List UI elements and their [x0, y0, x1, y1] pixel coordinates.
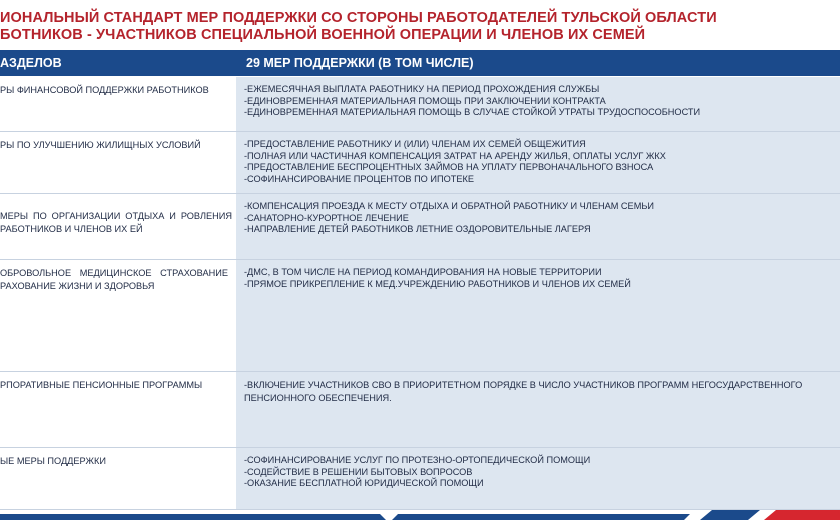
header-measures: 29 МЕР ПОДДЕРЖКИ (В ТОМ ЧИСЛЕ): [246, 56, 474, 70]
measures-list: [244, 201, 838, 236]
list-item: -ПРЕДОСТАВЛЕНИЕ БЕСПРОЦЕНТНЫХ ЗАЙМОВ НА УПЛАТУ ПЕРВОНАЧАЛЬНОГО ВЗНОСА: [244, 162, 654, 173]
measures-cell: [236, 260, 840, 372]
list-item: -КОМПЕНСАЦИЯ ПРОЕЗДА К МЕСТУ ОТДЫХА И ОБРАТНОЙ РАБОТНИКУ И ЧЛЕНАМ СЕМЬИ: [244, 201, 654, 211]
measures-list: [244, 84, 838, 119]
list-item: -СОДЕЙСТВИЕ В РЕШЕНИИ БЫТОВЫХ ВОПРОСОВ: [244, 466, 473, 477]
section-label: МЕРЫ ПО ОРГАНИЗАЦИИ ОТДЫХА И РОВЛЕНИЯ РАБОТНИКОВ И ЧЛЕНОВ ИХ ЕЙ: [0, 211, 232, 234]
section-cell: [0, 194, 236, 260]
list-item: -ОКАЗАНИЕ БЕСПЛАТНОЙ ЮРИДИЧЕСКОЙ ПОМОЩИ: [244, 478, 484, 489]
list-item: -ДМС, В ТОМ ЧИСЛЕ НА ПЕРИОД КОМАНДИРОВАНИЯ НА НОВЫЕ ТЕРРИТОРИИ: [244, 267, 602, 277]
list-item: -САНАТОРНО-КУРОРТНОЕ ЛЕЧЕНИЕ: [244, 212, 409, 223]
measures-cell: [236, 194, 840, 260]
stripe-red: [764, 510, 840, 520]
table-row: [0, 372, 840, 448]
title-line-1: ИОНАЛЬНЫЙ СТАНДАРТ МЕР ПОДДЕРЖКИ СО СТОРОНЫ РАБОТОДАТЕЛЕЙ ТУЛЬСКОЙ ОБЛАСТИ: [0, 10, 717, 26]
list-item: -ПРЕДОСТАВЛЕНИЕ РАБОТНИКУ И (ИЛИ) ЧЛЕНАМ ИХ СЕМЕЙ ОБЩЕЖИТИЯ: [244, 139, 586, 149]
measures-cell: [236, 77, 840, 132]
page-title: [0, 10, 840, 44]
section-cell: [0, 77, 236, 132]
measures-list: [244, 455, 838, 490]
measures-cell: [236, 372, 840, 448]
title-line-2: БОТНИКОВ - УЧАСТНИКОВ СПЕЦИАЛЬНОЙ ВОЕННОЙ ОПЕРАЦИИ И ЧЛЕНОВ ИХ СЕМЕЙ: [0, 27, 646, 43]
list-item: -ВКЛЮЧЕНИЕ УЧАСТНИКОВ СВО В ПРИОРИТЕТНОМ ПОРЯДКЕ В ЧИСЛО УЧАСТНИКОВ ПРОГРАММ НЕГОСУДАРСТВЕННОГО ПЕНСИОННОГО ОБЕСПЕЧЕНИЯ.: [244, 380, 803, 403]
measures-list: [244, 267, 838, 290]
header-sections: АЗДЕЛОВ: [0, 56, 62, 70]
list-item: -СОФИНАНСИРОВАНИЕ ПРОЦЕНТОВ ПО ИПОТЕКЕ: [244, 174, 474, 185]
measures-cell: [236, 132, 840, 194]
section-cell: [0, 372, 236, 448]
section-cell: [0, 448, 236, 510]
table-row: [0, 448, 840, 510]
section-label: РПОРАТИВНЫЕ ПЕНСИОННЫЕ ПРОГРАММЫ: [0, 380, 203, 390]
section-cell: [0, 132, 236, 194]
measures-cell: [236, 448, 840, 510]
footer-stripes: [0, 510, 840, 520]
table-header: [0, 50, 840, 76]
list-item: -ЕДИНОВРЕМЕННАЯ МАТЕРИАЛЬНАЯ ПОМОЩЬ ПРИ ЗАКЛЮЧЕНИИ КОНТРАКТА: [244, 95, 606, 106]
list-item: -СОФИНАНСИРОВАНИЕ УСЛУГ ПО ПРОТЕЗНО-ОРТОПЕДИЧЕСКОЙ ПОМОЩИ: [244, 455, 591, 465]
stripe-blue: [0, 514, 386, 520]
table-row: [0, 77, 840, 132]
section-label: РЫ ФИНАНСОВОЙ ПОДДЕРЖКИ РАБОТНИКОВ: [0, 85, 209, 95]
table-row: [0, 132, 840, 194]
measures-list: [244, 139, 838, 186]
table-row: [0, 260, 840, 372]
stripe-blue-2: [392, 514, 690, 520]
section-cell: [0, 260, 236, 372]
list-item: -НАПРАВЛЕНИЕ ДЕТЕЙ РАБОТНИКОВ ЛЕТНИЕ ОЗДОРОВИТЕЛЬНЫЕ ЛАГЕРЯ: [244, 224, 591, 235]
section-label: ЫЕ МЕРЫ ПОДДЕРЖКИ: [0, 456, 106, 466]
section-label: ОБРОВОЛЬНОЕ МЕДИЦИНСКОЕ СТРАХОВАНИЕ РАХОВАНИЕ ЖИЗНИ И ЗДОРОВЬЯ: [0, 268, 228, 291]
list-item: -ПРЯМОЕ ПРИКРЕПЛЕНИЕ К МЕД.УЧРЕЖДЕНИЮ РАБОТНИКОВ И ЧЛЕНОВ ИХ СЕМЕЙ: [244, 278, 631, 289]
list-item: -ЕДИНОВРЕМЕННАЯ МАТЕРИАЛЬНАЯ ПОМОЩЬ В СЛУЧАЕ СТОЙКОЙ УТРАТЫ ТРУДОСПОСОБНОСТИ: [244, 107, 701, 118]
section-label: РЫ ПО УЛУЧШЕНИЮ ЖИЛИЩНЫХ УСЛОВИЙ: [0, 140, 201, 150]
table-row: [0, 194, 840, 260]
measures-list: [244, 379, 840, 405]
list-item: -ЕЖЕМЕСЯЧНАЯ ВЫПЛАТА РАБОТНИКУ НА ПЕРИОД ПРОХОЖДЕНИЯ СЛУЖБЫ: [244, 84, 600, 94]
list-item: -ПОЛНАЯ ИЛИ ЧАСТИЧНАЯ КОМПЕНСАЦИЯ ЗАТРАТ НА АРЕНДУ ЖИЛЬЯ, ОПЛАТЫ УСЛУГ ЖКХ: [244, 150, 666, 161]
